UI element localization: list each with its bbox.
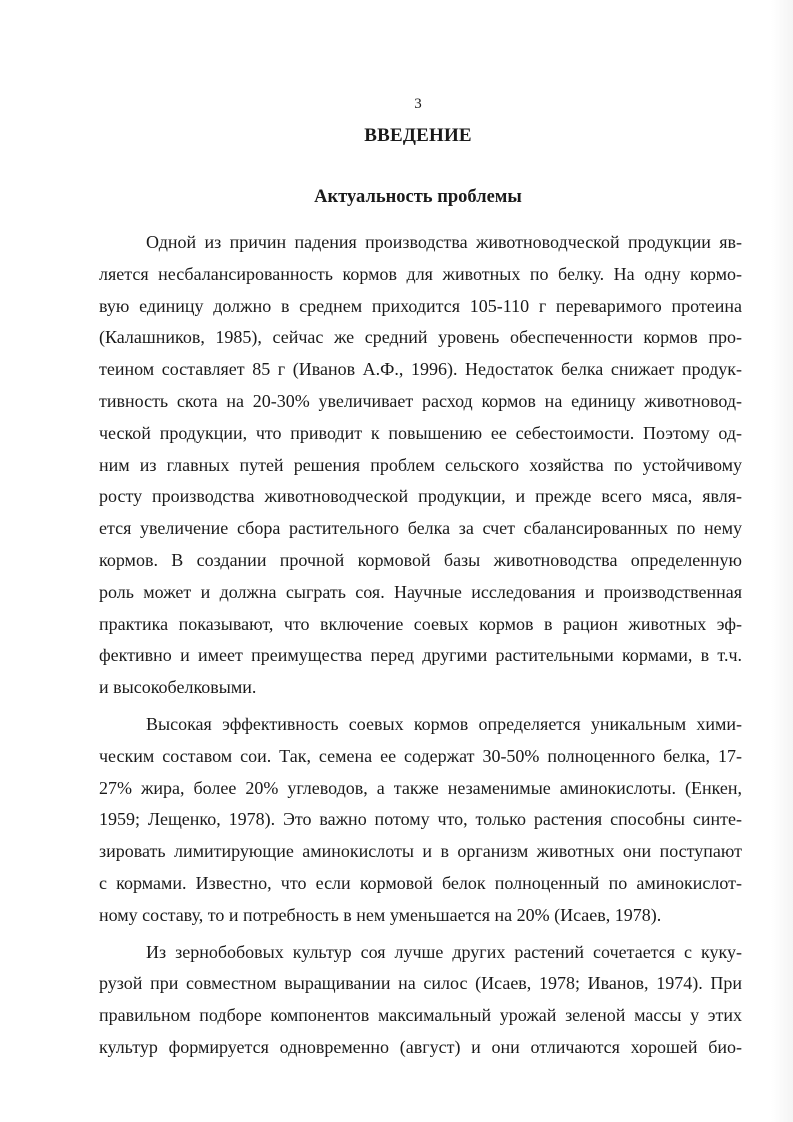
text-line: Высокая эффективность соевых кормов определяется уникальным хими- xyxy=(146,713,742,734)
text-line: росту производства животноводческой продукции, и прежде всего мяса, явля- xyxy=(99,486,742,507)
text-line: ческим составом сои. Так, семена ее содержат 30-50% полноценного белка, 17- xyxy=(99,745,742,766)
text-line: 1959; Лещенко, 1978). Это важно потому что, только растения способны синте- xyxy=(99,809,742,830)
text-line: кормов. В создании прочной кормовой базы животноводства определенную xyxy=(99,549,742,570)
text-line: с кормами. Известно, что если кормовой белок полноценный по аминокислот- xyxy=(99,872,742,893)
text-line: ному составу, то и потребность в нем уменьшается на 20% (Исаев, 1978). xyxy=(99,904,662,925)
page-title: ВВЕДЕНИЕ xyxy=(364,125,472,146)
text-line: вую единицу должно в среднем приходится 105-110 г переваримого протеина xyxy=(99,295,742,316)
section-title: Актуальность проблемы xyxy=(314,187,522,207)
paragraph-1 xyxy=(99,227,742,704)
text-line: теином составляет 85 г (Иванов А.Ф., 1996). Недостаток белка снижает продук- xyxy=(99,359,742,380)
text-line: тивность скота на 20-30% увеличивает расход кормов на единицу животновод- xyxy=(99,390,742,411)
text-line: рузой при совместном выращивании на силос (Исаев, 1978; Иванов, 1974). При xyxy=(99,973,742,994)
text-line: ческой продукции, что приводит к повышению ее себестоимости. Поэтому од- xyxy=(99,422,742,443)
text-line: и высокобелковыми. xyxy=(99,677,257,698)
text-line: культур формируется одновременно (август) и они отличаются хорошей био- xyxy=(99,1036,742,1057)
text-line: 27% жира, более 20% углеводов, а также незаменимые аминокислоты. (Енкен, xyxy=(99,777,742,798)
text-line: (Калашников, 1985), сейчас же средний уровень обеспеченности кормов про- xyxy=(99,327,742,348)
body-text xyxy=(99,227,742,1069)
text-line: практика показывают, что включение соевых кормов в рацион животных эф- xyxy=(99,613,742,634)
text-line: роль может и должна сыграть соя. Научные исследования и производственная xyxy=(99,581,742,602)
scan-edge-shadow xyxy=(771,0,793,1122)
text-line: ляется несбалансированность кормов для животных по белку. На одну кормо- xyxy=(99,263,742,284)
page-number: 3 xyxy=(414,96,422,112)
text-line: правильном подборе компонентов максимальный урожай зеленой массы у этих xyxy=(99,1005,742,1026)
text-line: Одной из причин падения производства животноводческой продукции яв- xyxy=(146,232,742,252)
text-line: фективно и имеет преимущества перед другими растительными кормами, в т.ч. xyxy=(99,645,742,666)
text-line: ним из главных путей решения проблем сельского хозяйства по устойчивому xyxy=(99,454,742,475)
paragraph-2 xyxy=(99,709,742,932)
text-line: Из зернобобовых культур соя лучше других растений сочетается с куку- xyxy=(146,941,742,962)
paragraph-3 xyxy=(99,937,742,1064)
text-line: зировать лимитирующие аминокислоты и в организм животных они поступают xyxy=(99,841,742,862)
text-line: ется увеличение сбора растительного белка за счет сбалансированных по нему xyxy=(99,518,742,539)
